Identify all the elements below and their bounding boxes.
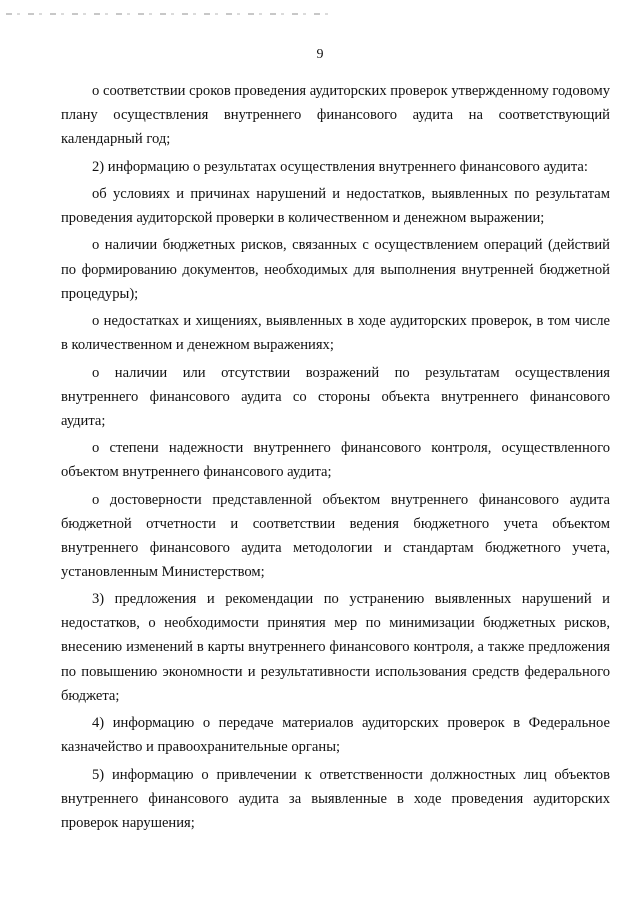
paragraph-item-3-recommendations: 3) предложения и рекомендации по устранению выявленных нарушений и недостатков, о необходимости принятия мер по минимизации бюджетных рисков, внесению изменений в карты внутреннего финансового контроля, а также предложения по повышению экономности и результативности использования средств федерального бюджета;	[61, 591, 610, 704]
scan-artifact-line	[6, 13, 336, 15]
paragraph-budget-risks: о наличии бюджетных рисков, связанных с осуществлением операций (действий по формированию документов, необходимых для выполнения внутренней бюджетной процедуры);	[61, 237, 610, 302]
paragraph-deficiencies-thefts: о недостатках и хищениях, выявленных в ходе аудиторских проверок, в том числе в количественном и денежном выражениях;	[61, 313, 610, 354]
paragraph-reporting-reliability: о достоверности представленной объектом внутреннего финансового аудита бюджетной отчетности и соответствии ведения бюджетного учета объектом внутреннего финансового аудита методологии и стандартам бюджетного учета, установленным Министерством;	[61, 491, 610, 580]
paragraph-deadlines-compliance: о соответствии сроков проведения аудиторских проверок утвержденному годовому плану осуществления внутреннего финансового аудита на соответствующий календарный год;	[61, 83, 610, 148]
paragraph-item-2-audit-results: 2) информацию о результатах осуществления внутреннего финансового аудита:	[92, 158, 588, 175]
paragraph-item-5-liability: 5) информацию о привлечении к ответственности должностных лиц объектов внутреннего финансового аудита за выявленные в ходе проведения аудиторских проверок нарушения;	[61, 766, 610, 831]
paragraph-control-reliability: о степени надежности внутреннего финансового контроля, осуществленного объектом внутреннего финансового аудита;	[61, 440, 610, 481]
paragraph-item-4-materials-transfer: 4) информацию о передаче материалов аудиторских проверок в Федеральное казначейство и правоохранительные органы;	[61, 715, 610, 756]
page-number: 9	[316, 47, 324, 62]
paragraph-objections: о наличии или отсутствии возражений по результатам осуществления внутреннего финансового аудита со стороны объекта внутреннего финансового аудита;	[61, 364, 610, 429]
paragraph-violations-conditions: об условиях и причинах нарушений и недостатков, выявленных по результатам проведения аудиторской проверки в количественном и денежном выражении;	[61, 185, 610, 227]
document-body	[61, 79, 610, 838]
